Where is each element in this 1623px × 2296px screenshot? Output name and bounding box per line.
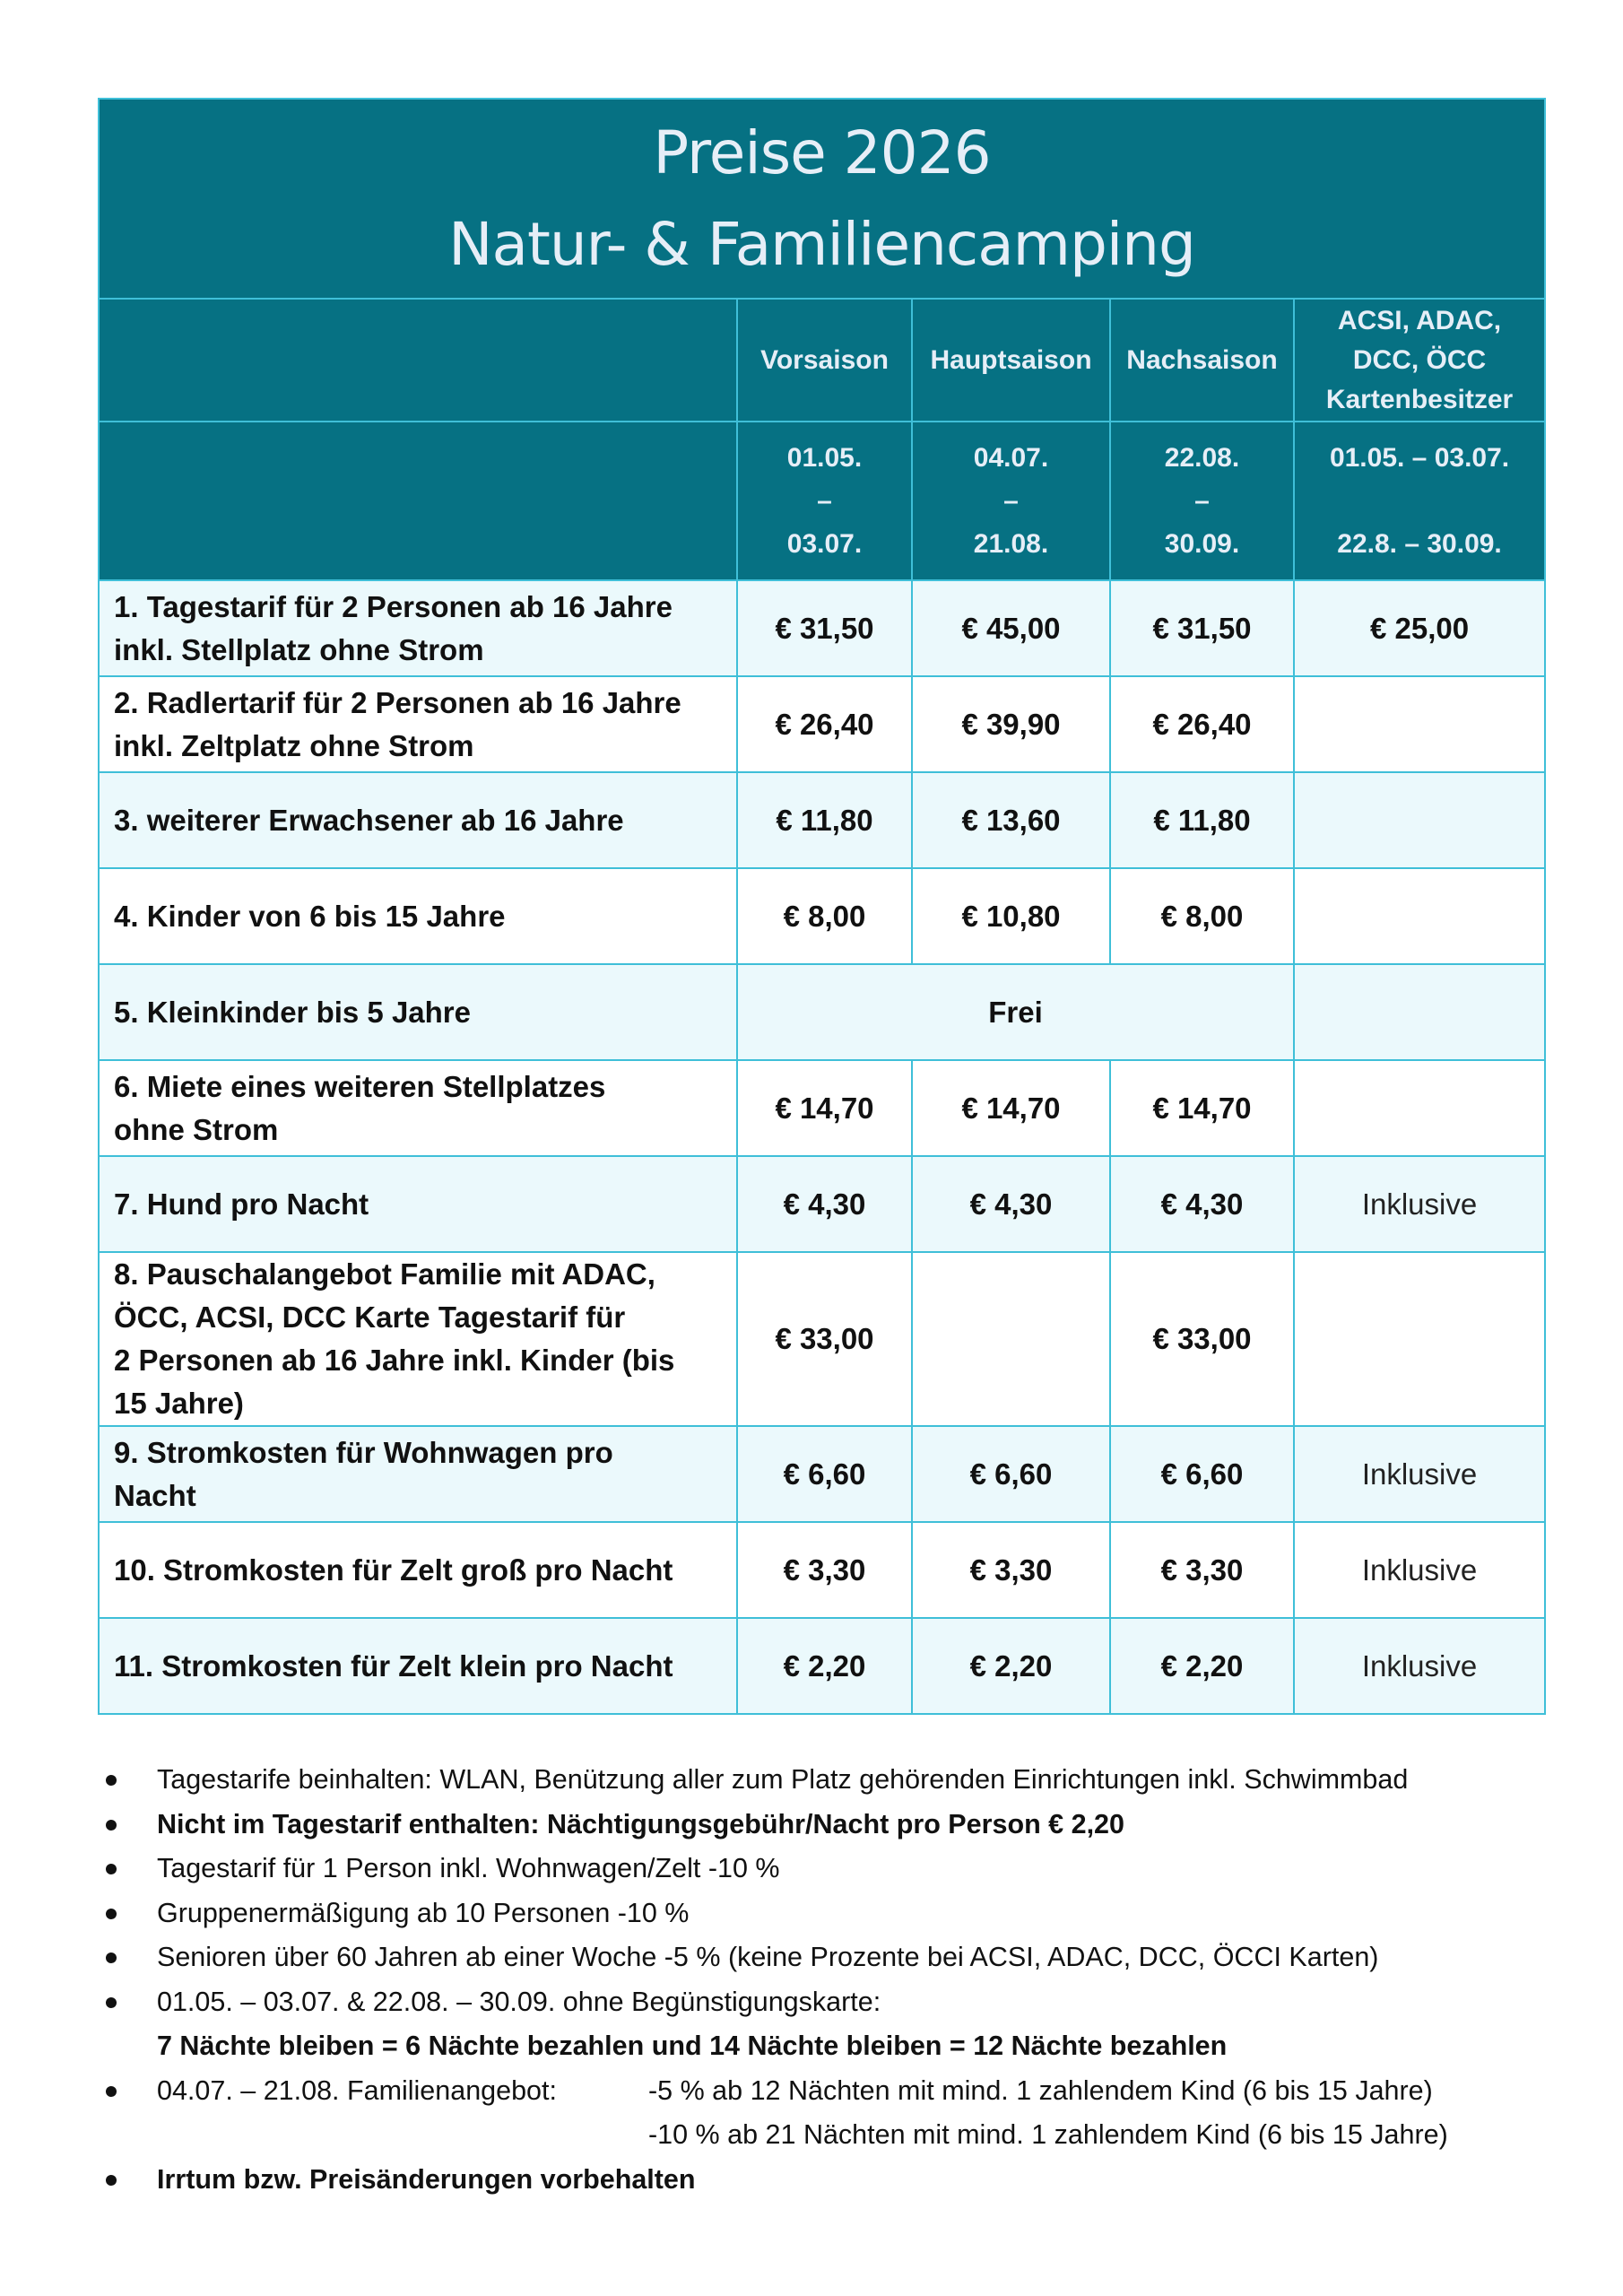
- bullet-icon: [106, 1775, 117, 1786]
- table-row: [99, 964, 1545, 1060]
- bullet-icon: [106, 1864, 117, 1874]
- table-row: [99, 676, 1545, 772]
- note-item: Tagestarife beinhalten: WLAN, Benützung aller zum Platz gehörenden Einrichtungen inkl. Schwimmbad: [106, 1758, 1558, 1803]
- bullet-icon: [106, 1997, 117, 2008]
- note-item: Gruppenermäßigung ab 10 Personen -10 %: [106, 1892, 1558, 1936]
- note-item: [106, 2069, 1558, 2158]
- price-vorsaison: € 11,80: [737, 772, 912, 868]
- family-offer-label: 04.07. – 21.08. Familienangebot:: [157, 2074, 557, 2106]
- date-range-nachsaison: [1110, 422, 1294, 580]
- price-card: Inklusive: [1294, 1156, 1545, 1252]
- table-row: [99, 1060, 1545, 1156]
- bullet-icon: [106, 2175, 117, 2186]
- row-label: 9. Stromkosten für Wohnwagen pro Nacht: [99, 1426, 737, 1522]
- col-header-nachsaison: Nachsaison: [1110, 299, 1294, 422]
- price-nachsaison: € 2,20: [1110, 1618, 1294, 1714]
- season-header-row: [99, 299, 1545, 422]
- table-row: [99, 1522, 1545, 1618]
- date-range-hauptsaison: [912, 422, 1110, 580]
- date-dash: –: [1003, 485, 1019, 516]
- price-hauptsaison: € 10,80: [912, 868, 1110, 964]
- family-offer-2: -10 % ab 21 Nächten mit mind. 1 zahlendem Kind (6 bis 15 Jahre): [648, 2119, 1448, 2150]
- bullet-icon: [106, 1909, 117, 1919]
- table-row: [99, 772, 1545, 868]
- date-dash: –: [817, 485, 832, 516]
- date-dash: –: [1194, 485, 1210, 516]
- price-nachsaison: € 33,00: [1110, 1252, 1294, 1426]
- price-hauptsaison: € 13,60: [912, 772, 1110, 868]
- notes-list: [106, 1758, 1558, 2202]
- col-header-card-holders: [1294, 299, 1545, 422]
- price-nachsaison: € 6,60: [1110, 1426, 1294, 1522]
- date-range-1: 01.05. – 03.07.: [1329, 442, 1510, 473]
- card-header-line-3: Kartenbesitzer: [1325, 384, 1514, 414]
- bullet-icon: [106, 1952, 117, 1963]
- table-row: [99, 1252, 1545, 1426]
- price-hauptsaison: [912, 1252, 1110, 1426]
- price-vorsaison: € 6,60: [737, 1426, 912, 1522]
- price-hauptsaison: € 4,30: [912, 1156, 1110, 1252]
- note-text-bold: 7 Nächte bleiben = 6 Nächte bezahlen und 14 Nächte bleiben = 12 Nächte bezahlen: [157, 2031, 1228, 2061]
- price-hauptsaison: € 3,30: [912, 1522, 1110, 1618]
- row-label: 8. Pauschalangebot Familie mit ADAC, ÖCC, ACSI, DCC Karte Tagestarif für 2 Personen ab 16 Jahre inkl. Kinder (bis 15 Jahre): [99, 1252, 737, 1426]
- date-range-vorsaison: [737, 422, 912, 580]
- card-header-line-1: ACSI, ADAC,: [1337, 305, 1502, 335]
- price-card: [1294, 772, 1545, 868]
- family-offer-1: -5 % ab 12 Nächten mit mind. 1 zahlendem Kind (6 bis 15 Jahre): [648, 2074, 1433, 2106]
- price-hauptsaison: € 45,00: [912, 580, 1110, 676]
- table-row: [99, 1156, 1545, 1252]
- empty-header-cell: [99, 422, 737, 580]
- row-label: 4. Kinder von 6 bis 15 Jahre: [99, 868, 737, 964]
- price-vorsaison: € 33,00: [737, 1252, 912, 1426]
- col-header-vorsaison: Vorsaison: [737, 299, 912, 422]
- date-from: 01.05.: [786, 442, 863, 473]
- price-nachsaison: € 26,40: [1110, 676, 1294, 772]
- price-vorsaison: € 4,30: [737, 1156, 912, 1252]
- date-header-row: [99, 422, 1545, 580]
- note-item: Nicht im Tagestarif enthalten: Nächtigungsgebühr/Nacht pro Person € 2,20: [106, 1803, 1558, 1848]
- note-item: Irrtum bzw. Preisänderungen vorbehalten: [106, 2158, 1558, 2203]
- price-card: [1294, 964, 1545, 1060]
- row-label: 2. Radlertarif für 2 Personen ab 16 Jahre inkl. Zeltplatz ohne Strom: [99, 676, 737, 772]
- row-label: 3. weiterer Erwachsener ab 16 Jahre: [99, 772, 737, 868]
- date-range-2: 22.8. – 30.09.: [1337, 528, 1502, 559]
- price-nachsaison: € 14,70: [1110, 1060, 1294, 1156]
- note-item: Tagestarif für 1 Person inkl. Wohnwagen/Zelt -10 %: [106, 1847, 1558, 1892]
- note-item: [106, 1980, 1558, 2069]
- price-hauptsaison: € 2,20: [912, 1618, 1110, 1714]
- row-label: 7. Hund pro Nacht: [99, 1156, 737, 1252]
- table-row: [99, 580, 1545, 676]
- price-card: [1294, 1252, 1545, 1426]
- price-hauptsaison: € 6,60: [912, 1426, 1110, 1522]
- price-card: Inklusive: [1294, 1426, 1545, 1522]
- date-range-card-holders: [1294, 422, 1545, 580]
- date-from: 04.07.: [973, 442, 1049, 473]
- date-from: 22.08.: [1164, 442, 1240, 473]
- price-card: [1294, 1060, 1545, 1156]
- date-spacer: [1295, 480, 1544, 523]
- price-merged-free: Frei: [737, 964, 1294, 1060]
- date-to: 21.08.: [973, 528, 1049, 559]
- row-label: 6. Miete eines weiteren Stellplatzes ohne Strom: [99, 1060, 737, 1156]
- price-nachsaison: € 11,80: [1110, 772, 1294, 868]
- row-label: 10. Stromkosten für Zelt groß pro Nacht: [99, 1522, 737, 1618]
- price-card: [1294, 868, 1545, 964]
- date-to: 30.09.: [1164, 528, 1240, 559]
- title-line-2: Natur- & Familiencamping: [448, 209, 1195, 279]
- bullet-icon: [106, 1820, 117, 1831]
- price-vorsaison: € 14,70: [737, 1060, 912, 1156]
- price-card: Inklusive: [1294, 1618, 1545, 1714]
- row-label: 11. Stromkosten für Zelt klein pro Nacht: [99, 1618, 737, 1714]
- row-label: 5. Kleinkinder bis 5 Jahre: [99, 964, 737, 1060]
- table-row: [99, 868, 1545, 964]
- note-item: Senioren über 60 Jahren ab einer Woche -5 % (keine Prozente bei ACSI, ADAC, DCC, ÖCCI Karten): [106, 1935, 1558, 1980]
- price-vorsaison: € 31,50: [737, 580, 912, 676]
- price-nachsaison: € 4,30: [1110, 1156, 1294, 1252]
- price-table: [98, 98, 1546, 1715]
- price-vorsaison: € 26,40: [737, 676, 912, 772]
- title-line-1: Preise 2026: [653, 117, 991, 187]
- price-nachsaison: € 8,00: [1110, 868, 1294, 964]
- price-card: € 25,00: [1294, 580, 1545, 676]
- price-card: [1294, 676, 1545, 772]
- price-card: Inklusive: [1294, 1522, 1545, 1618]
- table-row: [99, 1426, 1545, 1522]
- price-hauptsaison: € 14,70: [912, 1060, 1110, 1156]
- table-row: [99, 1618, 1545, 1714]
- col-header-hauptsaison: Hauptsaison: [912, 299, 1110, 422]
- date-to: 03.07.: [786, 528, 863, 559]
- price-nachsaison: € 3,30: [1110, 1522, 1294, 1618]
- card-header-line-2: DCC, ÖCC: [1352, 344, 1487, 375]
- price-nachsaison: € 31,50: [1110, 580, 1294, 676]
- price-vorsaison: € 2,20: [737, 1618, 912, 1714]
- bullet-icon: [106, 2086, 117, 2097]
- empty-header-cell: [99, 299, 737, 422]
- table-title: [99, 99, 1545, 299]
- price-vorsaison: € 3,30: [737, 1522, 912, 1618]
- price-vorsaison: € 8,00: [737, 868, 912, 964]
- row-label: 1. Tagestarif für 2 Personen ab 16 Jahre inkl. Stellplatz ohne Strom: [99, 580, 737, 676]
- note-text: 01.05. – 03.07. & 22.08. – 30.09. ohne Begünstigungskarte:: [157, 1986, 881, 2017]
- price-hauptsaison: € 39,90: [912, 676, 1110, 772]
